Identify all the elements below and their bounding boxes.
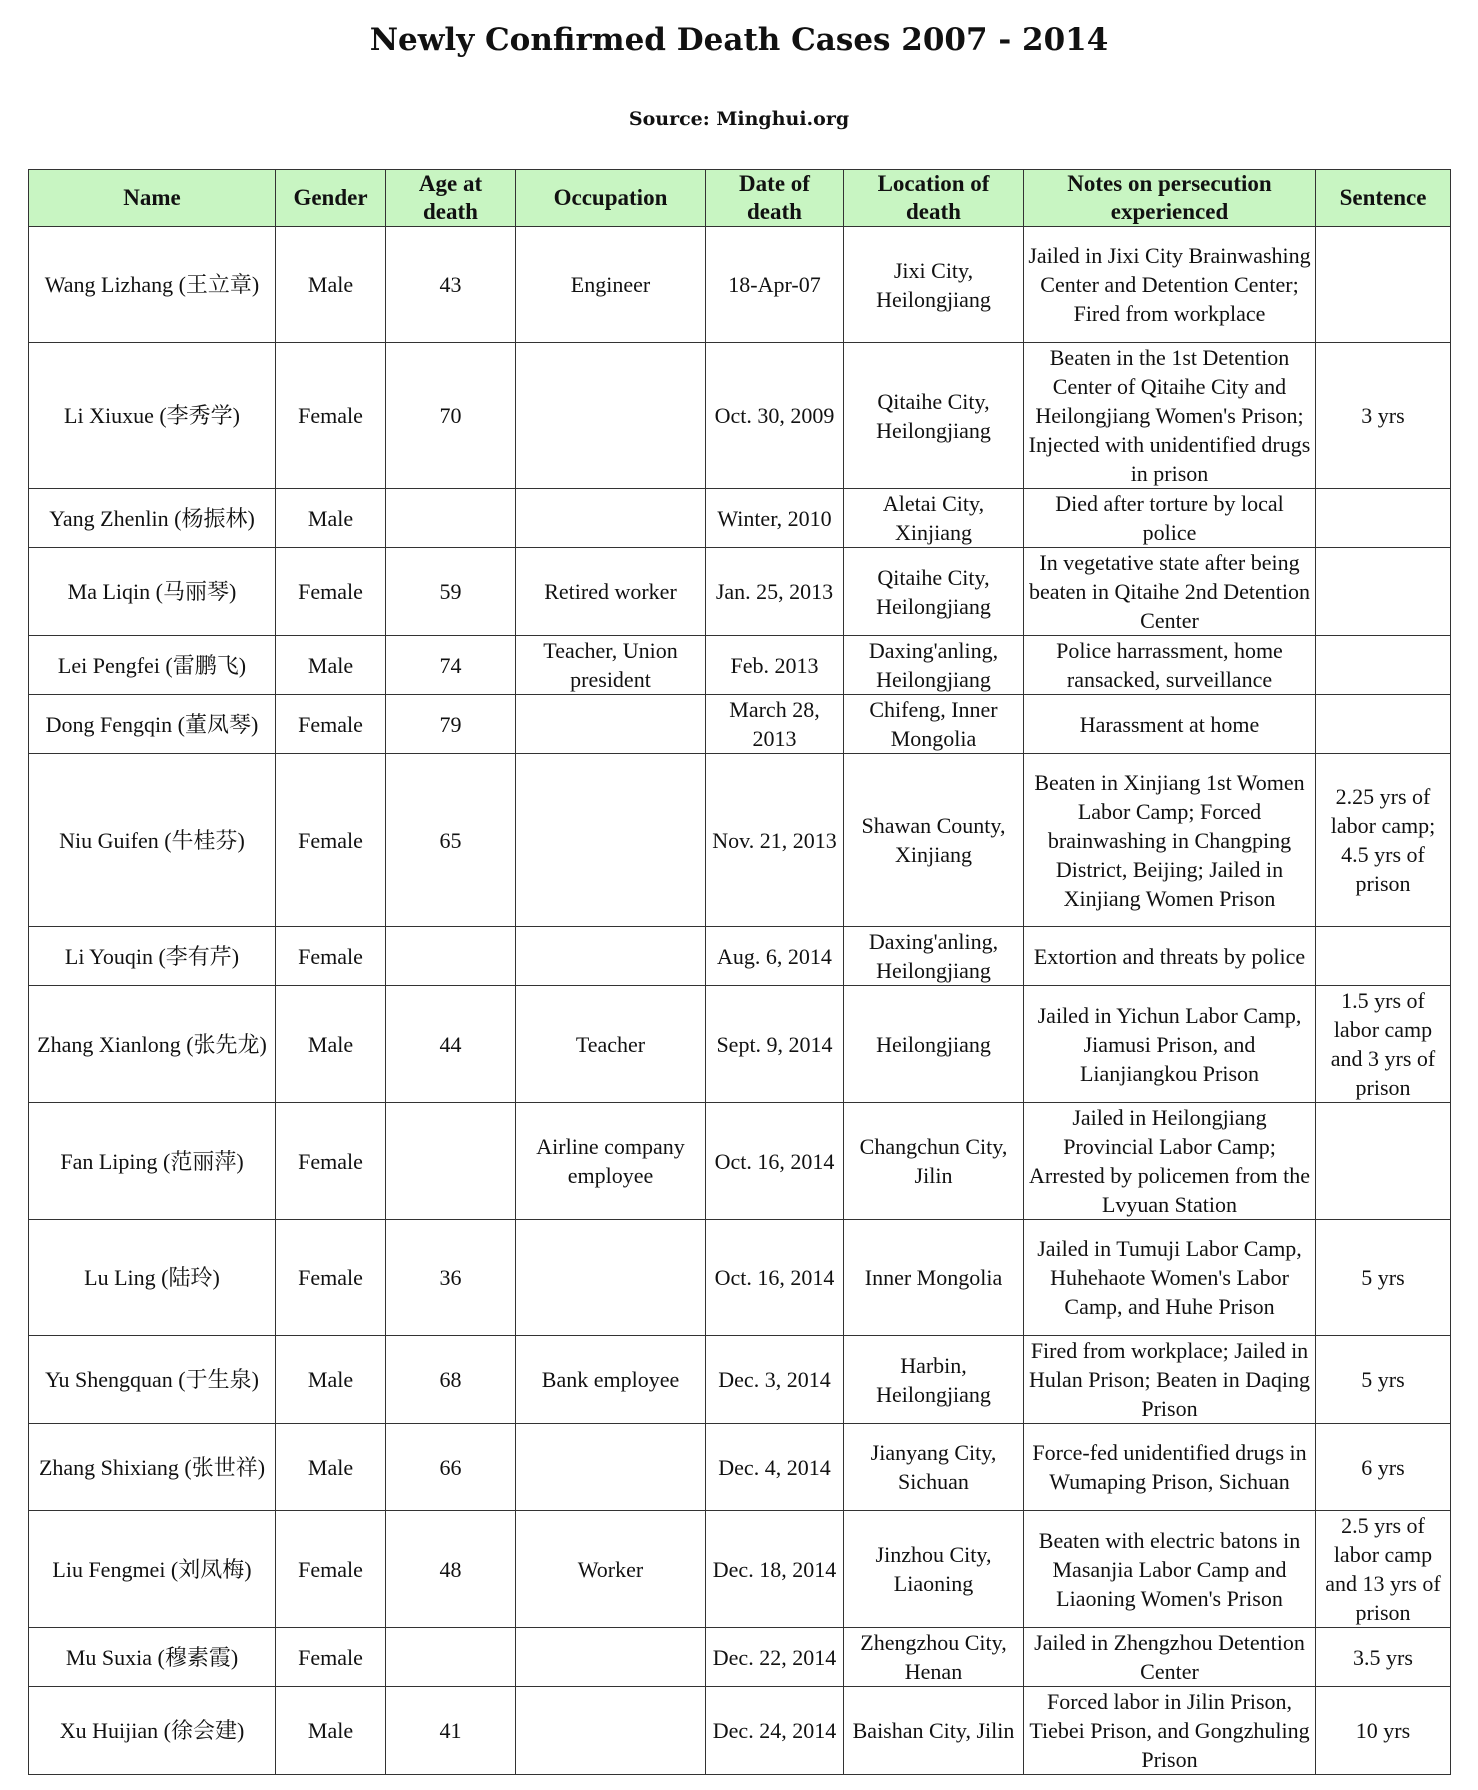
table-row — [29, 695, 1451, 754]
header-occupation: Occupation — [516, 170, 706, 227]
cell-occupation: Engineer — [516, 227, 706, 343]
cell-date: 18-Apr-07 — [706, 227, 844, 343]
cell-notes: In vegetative state after being beaten in Qitaihe 2nd Detention Center — [1024, 548, 1316, 636]
cell-notes: Jailed in Tumuji Labor Camp, Huhehaote Women's Labor Camp, and Huhe Prison — [1024, 1220, 1316, 1336]
cell-notes: Jailed in Yichun Labor Camp, Jiamusi Prison, and Lianjiangkou Prison — [1024, 986, 1316, 1103]
table-row — [29, 343, 1451, 489]
header-date: Date of death — [706, 170, 844, 227]
cell-name: Li Youqin (李有芹) — [29, 927, 276, 986]
cell-location: Qitaihe City, Heilongjiang — [844, 343, 1024, 489]
table-row — [29, 227, 1451, 343]
table-row — [29, 1511, 1451, 1628]
cell-gender: Female — [276, 343, 386, 489]
cell-name: Zhang Shixiang (张世祥) — [29, 1424, 276, 1511]
cell-date: Oct. 16, 2014 — [706, 1220, 844, 1336]
cell-gender: Female — [276, 754, 386, 927]
cell-age: 36 — [386, 1220, 516, 1336]
cell-location: Jixi City, Heilongjiang — [844, 227, 1024, 343]
table-row — [29, 1220, 1451, 1336]
cell-age: 48 — [386, 1511, 516, 1628]
death-cases-table — [28, 169, 1451, 1775]
cell-age: 70 — [386, 343, 516, 489]
cell-age: 59 — [386, 548, 516, 636]
cell-notes: Beaten in the 1st Detention Center of Qitaihe City and Heilongjiang Women's Prison; Injected with unidentified drugs in prison — [1024, 343, 1316, 489]
cell-notes: Died after torture by local police — [1024, 489, 1316, 548]
cell-sentence — [1316, 695, 1451, 754]
table-row — [29, 1336, 1451, 1424]
cell-notes: Fired from workplace; Jailed in Hulan Prison; Beaten in Daqing Prison — [1024, 1336, 1316, 1424]
cell-occupation: Airline company employee — [516, 1103, 706, 1220]
cell-date: Dec. 18, 2014 — [706, 1511, 844, 1628]
cell-occupation — [516, 343, 706, 489]
cell-date: Dec. 22, 2014 — [706, 1628, 844, 1687]
cell-notes: Harassment at home — [1024, 695, 1316, 754]
cell-notes: Police harrassment, home ransacked, surveillance — [1024, 636, 1316, 695]
cell-location: Inner Mongolia — [844, 1220, 1024, 1336]
cell-name: Lei Pengfei (雷鹏飞) — [29, 636, 276, 695]
cell-sentence — [1316, 636, 1451, 695]
table-row — [29, 1103, 1451, 1220]
cell-age — [386, 489, 516, 548]
header-gender: Gender — [276, 170, 386, 227]
header-age: Age at death — [386, 170, 516, 227]
cell-date: Dec. 3, 2014 — [706, 1336, 844, 1424]
cell-sentence: 2.25 yrs of labor camp; 4.5 yrs of prison — [1316, 754, 1451, 927]
cell-sentence: 10 yrs — [1316, 1687, 1451, 1775]
cell-occupation — [516, 489, 706, 548]
cell-gender: Female — [276, 548, 386, 636]
cell-occupation: Teacher, Union president — [516, 636, 706, 695]
cell-age: 74 — [386, 636, 516, 695]
cell-gender: Male — [276, 227, 386, 343]
cell-sentence — [1316, 227, 1451, 343]
cell-occupation — [516, 1687, 706, 1775]
cell-location: Baishan City, Jilin — [844, 1687, 1024, 1775]
cell-date: Nov. 21, 2013 — [706, 754, 844, 927]
cell-date: Oct. 30, 2009 — [706, 343, 844, 489]
table-row — [29, 754, 1451, 927]
cell-location: Aletai City, Xinjiang — [844, 489, 1024, 548]
table-row — [29, 548, 1451, 636]
cell-age — [386, 927, 516, 986]
cell-name: Yang Zhenlin (杨振林) — [29, 489, 276, 548]
cell-date: Dec. 4, 2014 — [706, 1424, 844, 1511]
cell-date: Jan. 25, 2013 — [706, 548, 844, 636]
cell-name: Niu Guifen (牛桂芬) — [29, 754, 276, 927]
cell-name: Xu Huijian (徐会建) — [29, 1687, 276, 1775]
cell-date: Sept. 9, 2014 — [706, 986, 844, 1103]
cell-sentence: 3.5 yrs — [1316, 1628, 1451, 1687]
cell-gender: Male — [276, 636, 386, 695]
cell-age: 43 — [386, 227, 516, 343]
cell-name: Li Xiuxue (李秀学) — [29, 343, 276, 489]
cell-gender: Female — [276, 1511, 386, 1628]
cell-location: Daxing'anling, Heilongjiang — [844, 636, 1024, 695]
cell-gender: Male — [276, 1336, 386, 1424]
cell-location: Changchun City, Jilin — [844, 1103, 1024, 1220]
cell-name: Fan Liping (范丽萍) — [29, 1103, 276, 1220]
header-name: Name — [29, 170, 276, 227]
cell-name: Zhang Xianlong (张先龙) — [29, 986, 276, 1103]
cell-gender: Female — [276, 1220, 386, 1336]
cell-gender: Female — [276, 1628, 386, 1687]
table-row — [29, 1687, 1451, 1775]
cell-sentence — [1316, 927, 1451, 986]
cell-age: 66 — [386, 1424, 516, 1511]
cell-occupation: Worker — [516, 1511, 706, 1628]
cell-sentence: 2.5 yrs of labor camp and 13 yrs of prison — [1316, 1511, 1451, 1628]
cell-sentence — [1316, 1103, 1451, 1220]
table-row — [29, 927, 1451, 986]
cell-age: 79 — [386, 695, 516, 754]
cell-name: Liu Fengmei (刘凤梅) — [29, 1511, 276, 1628]
cell-location: Harbin, Heilongjiang — [844, 1336, 1024, 1424]
cell-location: Shawan County, Xinjiang — [844, 754, 1024, 927]
cell-gender: Female — [276, 1103, 386, 1220]
cell-notes: Force-fed unidentified drugs in Wumaping Prison, Sichuan — [1024, 1424, 1316, 1511]
cell-sentence: 6 yrs — [1316, 1424, 1451, 1511]
cell-age: 41 — [386, 1687, 516, 1775]
page-title: Newly Confirmed Death Cases 2007 - 2014 — [369, 22, 1109, 58]
cell-gender: Female — [276, 927, 386, 986]
cell-age — [386, 1103, 516, 1220]
cell-location: Qitaihe City, Heilongjiang — [844, 548, 1024, 636]
cell-occupation — [516, 1220, 706, 1336]
cell-notes: Beaten with electric batons in Masanjia Labor Camp and Liaoning Women's Prison — [1024, 1511, 1316, 1628]
cell-date: Aug. 6, 2014 — [706, 927, 844, 986]
cell-notes: Extortion and threats by police — [1024, 927, 1316, 986]
cell-gender: Male — [276, 1687, 386, 1775]
header-sentence: Sentence — [1316, 170, 1451, 227]
cell-name: Wang Lizhang (王立章) — [29, 227, 276, 343]
cell-occupation — [516, 1424, 706, 1511]
header-location: Location of death — [844, 170, 1024, 227]
cell-sentence: 3 yrs — [1316, 343, 1451, 489]
cell-sentence: 5 yrs — [1316, 1220, 1451, 1336]
source-note: Source: Minghui.org — [628, 108, 850, 130]
table-row — [29, 1628, 1451, 1687]
cell-location: Jianyang City, Sichuan — [844, 1424, 1024, 1511]
cell-age: 44 — [386, 986, 516, 1103]
cell-gender: Male — [276, 1424, 386, 1511]
cell-age — [386, 1628, 516, 1687]
cell-location: Jinzhou City, Liaoning — [844, 1511, 1024, 1628]
cell-notes: Jailed in Zhengzhou Detention Center — [1024, 1628, 1316, 1687]
cell-occupation: Retired worker — [516, 548, 706, 636]
cell-date: Oct. 16, 2014 — [706, 1103, 844, 1220]
cell-location: Heilongjiang — [844, 986, 1024, 1103]
cell-occupation: Bank employee — [516, 1336, 706, 1424]
table-row — [29, 636, 1451, 695]
cell-sentence: 5 yrs — [1316, 1336, 1451, 1424]
cell-date: Feb. 2013 — [706, 636, 844, 695]
cell-notes: Forced labor in Jilin Prison, Tiebei Prison, and Gongzhuling Prison — [1024, 1687, 1316, 1775]
cell-gender: Female — [276, 695, 386, 754]
cell-age: 65 — [386, 754, 516, 927]
cell-notes: Beaten in Xinjiang 1st Women Labor Camp; Forced brainwashing in Changping District, Beijing; Jailed in Xinjiang Women Prison — [1024, 754, 1316, 927]
cell-location: Daxing'anling, Heilongjiang — [844, 927, 1024, 986]
header-row — [29, 170, 1451, 227]
cell-sentence — [1316, 489, 1451, 548]
cell-occupation — [516, 695, 706, 754]
cell-occupation — [516, 927, 706, 986]
cell-date: March 28, 2013 — [706, 695, 844, 754]
cell-name: Ma Liqin (马丽琴) — [29, 548, 276, 636]
header-notes: Notes on persecution experienced — [1024, 170, 1316, 227]
table-row — [29, 489, 1451, 548]
cell-occupation — [516, 1628, 706, 1687]
cell-date: Winter, 2010 — [706, 489, 844, 548]
cell-notes: Jailed in Heilongjiang Provincial Labor Camp; Arrested by policemen from the Lvyuan Station — [1024, 1103, 1316, 1220]
cell-location: Zhengzhou City, Henan — [844, 1628, 1024, 1687]
cell-name: Dong Fengqin (董凤琴) — [29, 695, 276, 754]
cell-location: Chifeng, Inner Mongolia — [844, 695, 1024, 754]
cell-sentence — [1316, 548, 1451, 636]
cell-date: Dec. 24, 2014 — [706, 1687, 844, 1775]
cell-name: Yu Shengquan (于生泉) — [29, 1336, 276, 1424]
cell-occupation: Teacher — [516, 986, 706, 1103]
table-row — [29, 986, 1451, 1103]
cell-age: 68 — [386, 1336, 516, 1424]
cell-gender: Male — [276, 489, 386, 548]
cell-name: Lu Ling (陆玲) — [29, 1220, 276, 1336]
cell-name: Mu Suxia (穆素霞) — [29, 1628, 276, 1687]
cell-occupation — [516, 754, 706, 927]
cell-sentence: 1.5 yrs of labor camp and 3 yrs of prison — [1316, 986, 1451, 1103]
table-row — [29, 1424, 1451, 1511]
cell-notes: Jailed in Jixi City Brainwashing Center and Detention Center; Fired from workplace — [1024, 227, 1316, 343]
cell-gender: Male — [276, 986, 386, 1103]
